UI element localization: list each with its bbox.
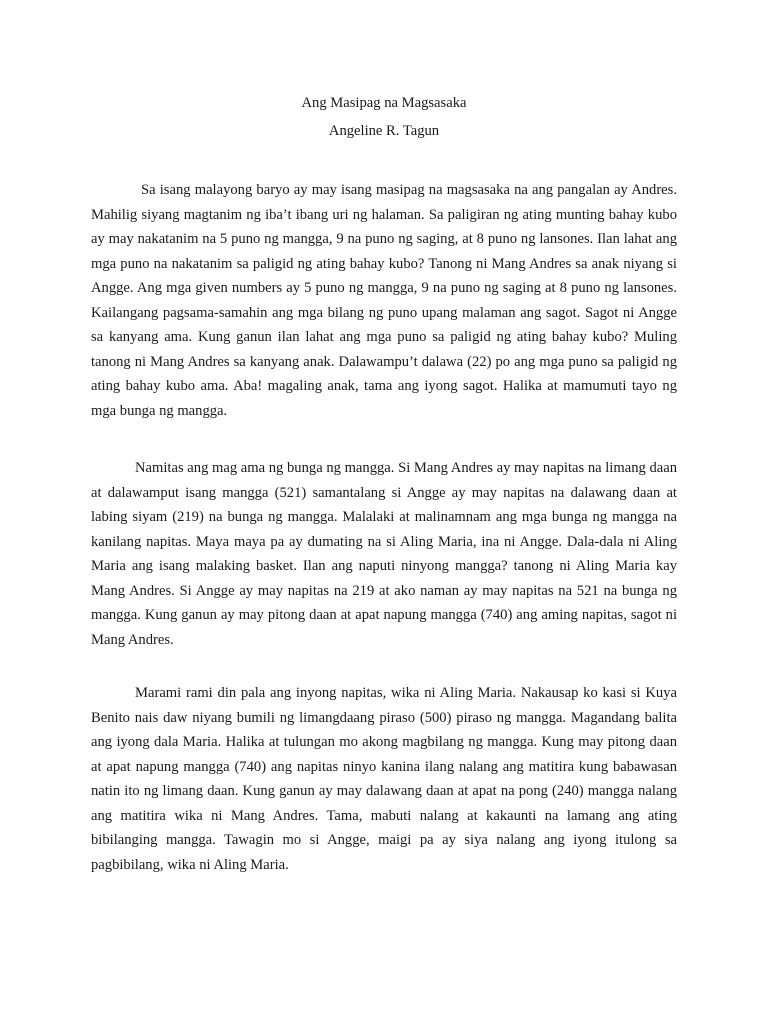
- paragraph-3: Marami rami din pala ang inyong napitas, wika ni Aling Maria. Nakausap ko kasi si Kuya Benito nais daw niyang bumili ng limangdaang piraso (500) piraso ng mangga. Magandang balita ang iyong dala Maria. Halika at tulungan mo akong magbilang ng mangga. Kung may pitong daan at apat napung mangga (740) ang napitas ninyo kanina ilang nalang ang matitira kung babawasan natin ito ng limang daan. Kung ganun ay may dalawang daan at apat na pong (240) mangga nalang ang matitira wika ni Mang Andres. Tama, mabuti nalang at kakaunti na lamang ang ating bibilanging mangga. Tawagin mo si Angge, maigi pa ay siya nalang ang iyong itulong sa pagbibilang, wika ni Aling Maria.: [91, 685, 677, 873]
- document-title: Ang Masipag na Magsasaka: [301, 95, 467, 111]
- paragraph-2: Namitas ang mag ama ng bunga ng mangga. Si Mang Andres ay may napitas na limang daan at dalawamput isang mangga (521) samantalang si Angge ay may napitas na dalawang daan at labing siyam (219) na bunga ng mangga. Malalaki at malinamnam ang mga bunga ng mangga na kanilang napitas. Maya maya pa ay dumating na si Aling Maria, ina ni Angge. Dala-dala ni Aling Maria ang isang malaking basket. Ilan ang naputi ninyong mangga? tanong ni Aling Maria kay Mang Andres. Si Angge ay may napitas na 219 at ako naman ay may napitas na 521 na bunga ng mangga. Kung ganun ay may pitong daan at apat napung mangga (740) ang aming napitas, sagot ni Mang Andres.: [91, 460, 677, 648]
- paragraph-1: Sa isang malayong baryo ay may isang masipag na magsasaka na ang pangalan ay Andres. Mahilig siyang magtanim ng iba’t ibang uri ng halaman. Sa paligiran ng ating munting bahay kubo ay may nakatanim na 5 puno ng mangga, 9 na puno ng saging, at 8 puno ng lansones. Ilan lahat ang mga puno na nakatanim sa paligid ng ating bahay kubo? Tanong ni Mang Andres sa anak niyang si Angge. Ang mga given numbers ay 5 puno ng mangga, 9 na puno ng saging at 8 puno ng lansones. Kailangang pagsama-samahin ang mga bilang ng puno upang malaman ang sagot. Sagot ni Angge sa kanyang ama. Kung ganun ilan lahat ang mga puno sa paligid ng ating bahay kubo? Muling tanong ni Mang Andres sa kanyang anak. Dalawampu’t dalawa (22) po ang mga puno sa paligid ng ating bahay kubo ama. Aba! magaling anak, tama ang iyong sagot. Halika at mamumuti tayo ng mga bunga ng mangga.: [91, 182, 677, 419]
- document-author: Angeline R. Tagun: [328, 123, 440, 139]
